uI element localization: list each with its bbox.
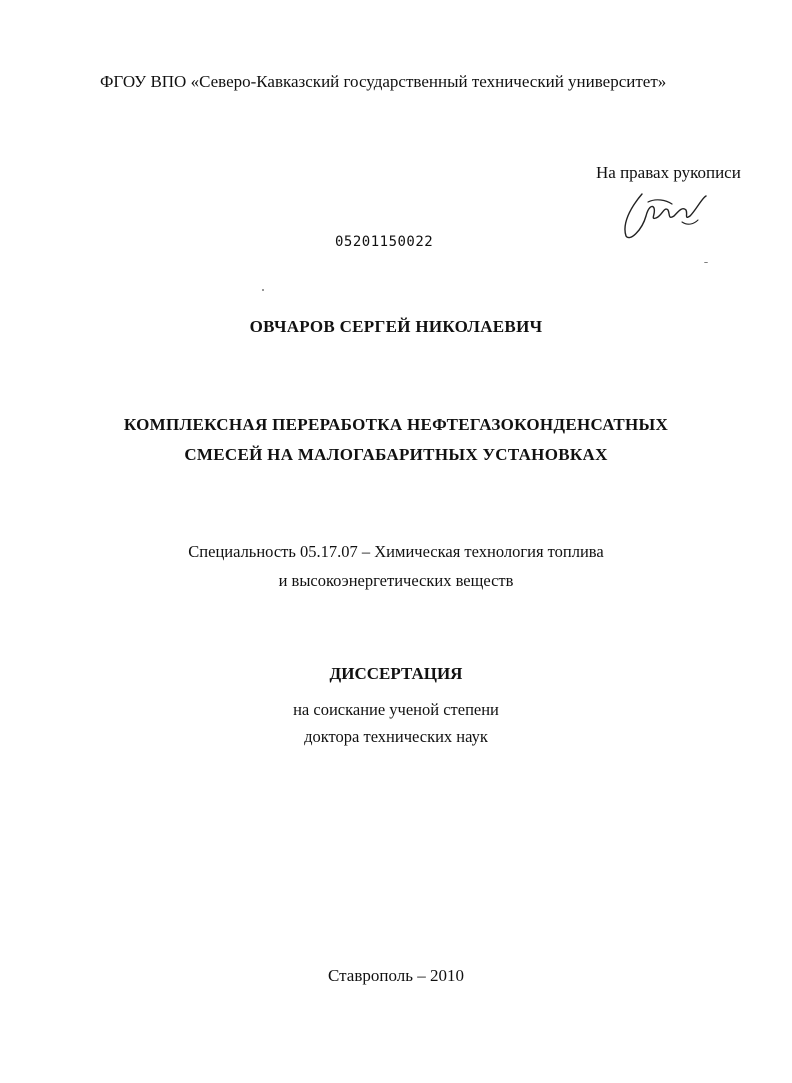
city-year: Ставрополь – 2010 [328, 966, 464, 985]
institution-name: ФГОУ ВПО «Северо-Кавказский государственный технический университет» [100, 72, 667, 91]
catalog-number: 05201150022 [335, 234, 434, 250]
document-type: ДИССЕРТАЦИЯ [329, 664, 463, 683]
thesis-title-line-1: КОМПЛЕКСНАЯ ПЕРЕРАБОТКА НЕФТЕГАЗОКОНДЕНСАТНЫХ [123, 415, 669, 434]
specialty-line-2: и высокоэнергетических веществ [278, 571, 514, 590]
author-name: ОВЧАРОВ СЕРГЕЙ НИКОЛАЕВИЧ [249, 317, 543, 336]
degree-line-1: на соискание ученой степени [293, 700, 499, 719]
thesis-title-line-2: СМЕСЕЙ НА МАЛОГАБАРИТНЫХ УСТАНОВКАХ [184, 445, 608, 464]
specialty-line-1: Специальность 05.17.07 – Химическая технология топлива [188, 542, 604, 561]
signature-image [612, 186, 712, 244]
rights-notice: На правах рукописи [596, 163, 741, 182]
scan-speck [704, 262, 708, 263]
degree-line-2: доктора технических наук [304, 727, 488, 746]
scan-speck [262, 289, 264, 291]
